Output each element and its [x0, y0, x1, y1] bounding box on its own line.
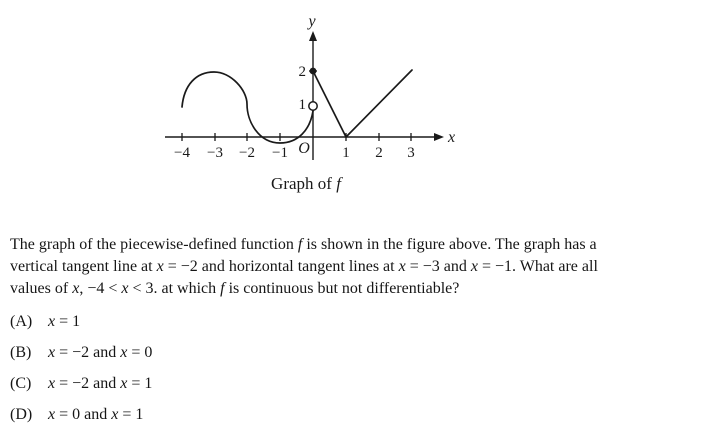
question-line-2 [10, 256, 690, 278]
segment-ascending [346, 70, 412, 137]
question-part: = −2 and horizontal tangent lines at [163, 258, 399, 275]
open-point [309, 102, 317, 110]
option-c [10, 373, 152, 394]
question-var: x [398, 258, 406, 275]
x-tick-label: 3 [407, 145, 415, 161]
question-part: , −4 < [79, 280, 122, 297]
question-var: x [72, 280, 80, 297]
option-var: x [48, 313, 56, 330]
x-tick-label: −4 [174, 145, 190, 161]
question-part: The graph of the piecewise-defined function [10, 236, 298, 253]
option-text: = 1 [127, 375, 153, 392]
option-text: = 0 [127, 344, 153, 361]
question-part: = −3 and [405, 258, 471, 275]
option-a-label: (A) [10, 313, 33, 330]
answer-options [10, 311, 152, 435]
question-var: f [220, 280, 225, 297]
question-var: f [297, 236, 303, 253]
option-var: x [120, 344, 128, 361]
question-var: x [470, 258, 478, 275]
question-part: = −1. What are all [477, 258, 598, 275]
question-text [10, 234, 690, 300]
option-var: x [48, 375, 56, 392]
option-var: x [48, 406, 56, 423]
x-tick-label: 2 [375, 145, 383, 161]
x-tick-label: −3 [207, 145, 223, 161]
figure-caption [150, 174, 462, 194]
caption-text: Graph of [271, 174, 337, 193]
option-text: = 0 and [55, 406, 112, 423]
segment-descending [313, 71, 346, 137]
option-var: x [120, 375, 128, 392]
closed-point [310, 68, 317, 75]
question-part: is continuous but not differentiable? [224, 280, 460, 297]
y-tick-label: 2 [298, 64, 306, 80]
option-text: = 1 [55, 313, 81, 330]
y-axis-label: y [308, 13, 316, 30]
x-tick-label: −1 [272, 145, 288, 161]
option-var: x [48, 344, 56, 361]
option-var: x [111, 406, 119, 423]
question-var: x [121, 280, 129, 297]
y-axis-arrow-icon [309, 31, 317, 41]
option-text: = 1 [118, 406, 144, 423]
option-a [10, 311, 152, 332]
x-tick-label: 1 [342, 145, 350, 161]
option-b [10, 342, 152, 363]
option-d-label: (D) [10, 406, 33, 423]
option-text: = −2 and [55, 344, 121, 361]
y-tick-label: 1 [298, 97, 306, 113]
curve-left-piece [182, 72, 313, 143]
function-graph-figure [150, 12, 462, 194]
option-b-label: (B) [10, 344, 32, 361]
x-axis-arrow-icon [434, 133, 444, 141]
x-axis-label: x [448, 129, 456, 146]
function-graph [150, 12, 462, 166]
question-part: vertical tangent line at [10, 258, 157, 275]
question-line-1 [10, 234, 690, 256]
question-var: x [156, 258, 164, 275]
option-d [10, 404, 152, 425]
caption-function-name: f [336, 174, 341, 193]
question-line-3 [10, 278, 690, 300]
option-c-label: (C) [10, 375, 32, 392]
question-part: < 3. at which [128, 280, 221, 297]
x-tick-label: −2 [239, 145, 255, 161]
option-text: = −2 and [55, 375, 121, 392]
origin-label: O [298, 140, 310, 157]
question-part: values of [10, 280, 73, 297]
question-part: is shown in the figure above. The graph has a [302, 236, 597, 253]
